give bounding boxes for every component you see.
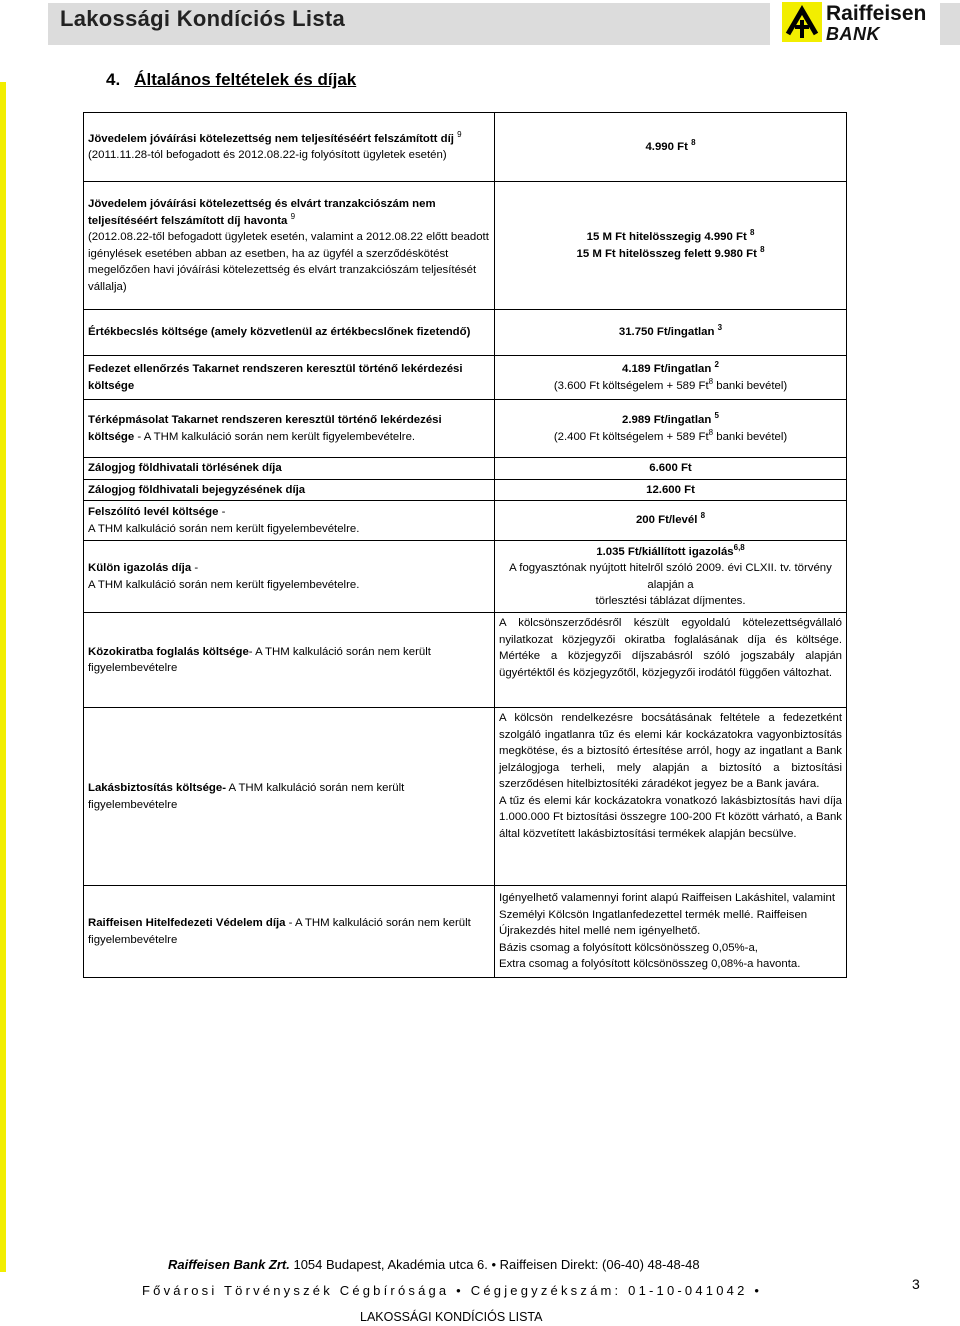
fee-label: Jövedelem jóváírási kötelezettség nem teljesítéséért felszámított díj [88,132,454,145]
table-row [84,541,847,613]
footer-address: 1054 Budapest, Akadémia utca 6. • Raiffeisen Direkt: (06-40) 48-48-48 [289,1257,700,1272]
fee-value-cell [495,458,847,480]
fee-value-cell [495,886,847,978]
fee-value-cell [495,310,847,356]
fee-value-text: Bázis csomag a folyósított kölcsönösszeg 0,05%-a, [499,941,758,954]
fee-value-cell [495,613,847,708]
footnote-ref: 8 [691,137,696,147]
fee-label: Lakásbiztosítás költsége- [88,782,227,794]
fee-label-cell [84,400,495,458]
fee-label-cell [84,458,495,480]
fee-value-text: A tűz és elemi kár kockázatokra vonatkozó lakásbiztosítás havi díja 1.000.000 Ft biztosítási összegre 100-200 Ft között várható, a Bank által közvetített lakásbiztosítási termékek alapján becsülve. [499,794,842,840]
fee-value-note: (2.400 Ft költségelem + 589 Ft [553,430,709,443]
table-row [84,182,847,310]
fee-value: 31.750 Ft/ingatlan [618,326,715,339]
fee-value: 4.990 Ft [645,140,688,153]
fee-value: 15 M Ft hitelösszeg felett 9.980 Ft [576,247,757,260]
fee-value-cell [495,479,847,501]
footnote-ref: 8 [700,511,706,521]
table-row [84,479,847,501]
fee-value-note: törlesztési táblázat díjmentes. [595,595,746,607]
fee-label-cell [84,541,495,613]
footer-list-name: LAKOSSÁGI KONDÍCIÓS LISTA [360,1310,543,1324]
fee-note: A THM kalkuláció során nem került figyelembevételre. [88,578,360,591]
footnote-ref: 6,8 [733,542,745,552]
fee-value-cell [495,708,847,886]
fee-label-cell [84,501,495,541]
fee-label-cell [84,613,495,708]
fee-label-cell [84,310,495,356]
table-row [84,708,847,886]
fee-value-note: banki bevétel) [713,430,788,443]
footnote-ref: 8 [708,376,714,386]
fee-note: - [218,506,226,518]
raiffeisen-logo [782,2,927,44]
fee-value-text: Extra csomag a folyósított kölcsönösszeg 0,08%-a havonta. [499,958,801,971]
fee-value-cell [495,541,847,613]
fee-label: Térképmásolat Takarnet rendszeren keresztül történő lekérdezési költsége [88,414,442,443]
fee-value-cell [495,113,847,182]
table-row [84,886,847,978]
fee-value-note: A fogyasztónak nyújtott hitelről szóló 2009. évi CLXII. tv. törvény alapján a [509,562,832,591]
fee-label-cell [84,113,495,182]
fee-value: 4.189 Ft/ingatlan [622,363,712,375]
fee-value-note: (3.600 Ft költségelem + 589 Ft [553,379,709,392]
fee-note: A THM kalkuláció során nem került figyelembevételre. [88,522,360,535]
table-row [84,400,847,458]
fee-label: Közokiratba foglalás költsége [88,645,249,658]
fee-value: 12.600 Ft [646,483,695,496]
fees-table [83,112,847,978]
fee-value-text: Igényelhető valamennyi forint alapú Raiffeisen Lakáshitel, valamint Személyi Kölcsön Ingatlanfedezettel termék mellé. Raiffeisen Újrakezdés hitel mellé nem igényelhető. [499,892,836,938]
table-row [84,356,847,400]
fee-label: Értékbecslés költsége (amely közvetlenül az értékbecslőnek fizetendő) [88,326,471,339]
fee-value-cell [495,356,847,400]
footer-company-line [168,1257,700,1272]
footnote-ref: 8 [708,427,714,437]
fee-label: Zálogjog földhivatali törlésének díja [88,462,282,474]
section-title-text: Általános feltételek és díjak [134,70,357,89]
fee-label-cell [84,479,495,501]
fee-label: Külön igazolás díja [88,562,192,574]
logo-text-raiffeisen: Raiffeisen [826,2,927,25]
table-row [84,613,847,708]
fee-label-cell [84,708,495,886]
fee-value: 2.989 Ft/ingatlan [622,414,712,426]
fee-value-cell [495,182,847,310]
raiffeisen-gable-cross-icon [782,2,822,42]
fee-value-note: banki bevétel) [713,379,788,392]
fee-value-text: A kölcsön rendelkezésre bocsátásának feltétele a fedezetként szolgáló ingatlanra tűz és elemi kár kockázatokra vagyonbiztosítás megkötése, és a biztosító értesítése arról, hogy az ingatlant a Bank jelzálogjoga terheli, mely alapján a biztosító a biztosítási szerződésen hitelbiztosítéki záradékot jegyez be a Bank javára. [499,712,842,790]
fee-value-text: A kölcsönszerződésről készült egyoldalú kötelezettségvállaló nyilatkozat közjegyzői okiratba foglalásának díja és költsége. Mértéke a közjegyzői díjszabásról szóló jogszabály alapján ügyértéktől és közjegyzőtől, közjegyzői irodától függően változhat. [499,617,842,679]
table-row [84,113,847,182]
fee-note: (2011.11.28-tól befogadott és 2012.08.22-ig folyósított ügyletek esetén) [88,149,447,161]
fee-label-cell [84,886,495,978]
footnote-ref: 5 [714,411,719,421]
left-accent-bar [0,82,6,1272]
footnote-ref: 9 [457,129,462,139]
fee-label: Zálogjog földhivatali bejegyzésének díja [88,483,306,496]
fee-value: 1.035 Ft/kiállított igazolás [596,545,734,558]
fee-label-cell [84,182,495,310]
header-right-bar [940,3,960,45]
footnote-ref: 3 [717,323,723,333]
fee-note: (2012.08.22-től befogadott ügyletek esetén, valamint a 2012.08.22 előtt beadott igénylések esetében abban az esetben, ha az ügyfél a szerződéskötést megelőzően havi jóváírási kötelezettség és elvárt tranzakciószám teljesítését vállalja) [88,231,489,293]
fee-label: Fedezet ellenőrzés Takarnet rendszeren keresztül történő lekérdezési költsége [88,363,463,392]
fee-note: - A THM kalkuláció során nem került figyelembevételre. [134,430,416,443]
table-row [84,458,847,480]
fee-label: Raiffeisen Hitelfedezeti Védelem díja [88,917,286,929]
fee-note: - [191,562,199,574]
section-number: 4. [106,70,121,89]
footer-firm-name: Raiffeisen Bank Zrt. [168,1257,290,1272]
fee-label: Felszólító levél költsége [88,506,219,518]
footnote-ref: 2 [714,360,719,370]
fee-value-cell [495,501,847,541]
fee-label: Jövedelem jóváírási kötelezettség és elvárt tranzakciószám nem teljesítéséért felszámított díj havonta [88,198,436,227]
footnote-ref: 8 [760,244,765,254]
footer-registry-line: Fővárosi Törvényszék Cégbírósága • Cégjegyzékszám: 01-10-041042 • [142,1283,763,1298]
logo-text-bank: BANK [826,24,880,44]
page-number: 3 [912,1276,920,1292]
fee-value: 6.600 Ft [649,462,692,474]
table-row [84,310,847,356]
section-title [106,70,356,90]
fee-value: 200 Ft/levél [635,514,698,527]
footnote-ref: 8 [749,228,755,238]
fee-value-cell [495,400,847,458]
page-header-title: Lakossági Kondíciós Lista [60,6,346,31]
fee-note: A THM kalkuláció során nem került figyelembevételre [88,782,405,811]
fee-note: - A THM kalkuláció során nem került figyelembevételre [88,917,471,946]
footnote-ref: 9 [290,211,296,221]
fee-value: 15 M Ft hitelösszegig 4.990 Ft [586,231,747,243]
table-row [84,501,847,541]
fee-label-cell [84,356,495,400]
fee-note: - A THM kalkuláció során nem került figyelembevételre [88,645,431,674]
